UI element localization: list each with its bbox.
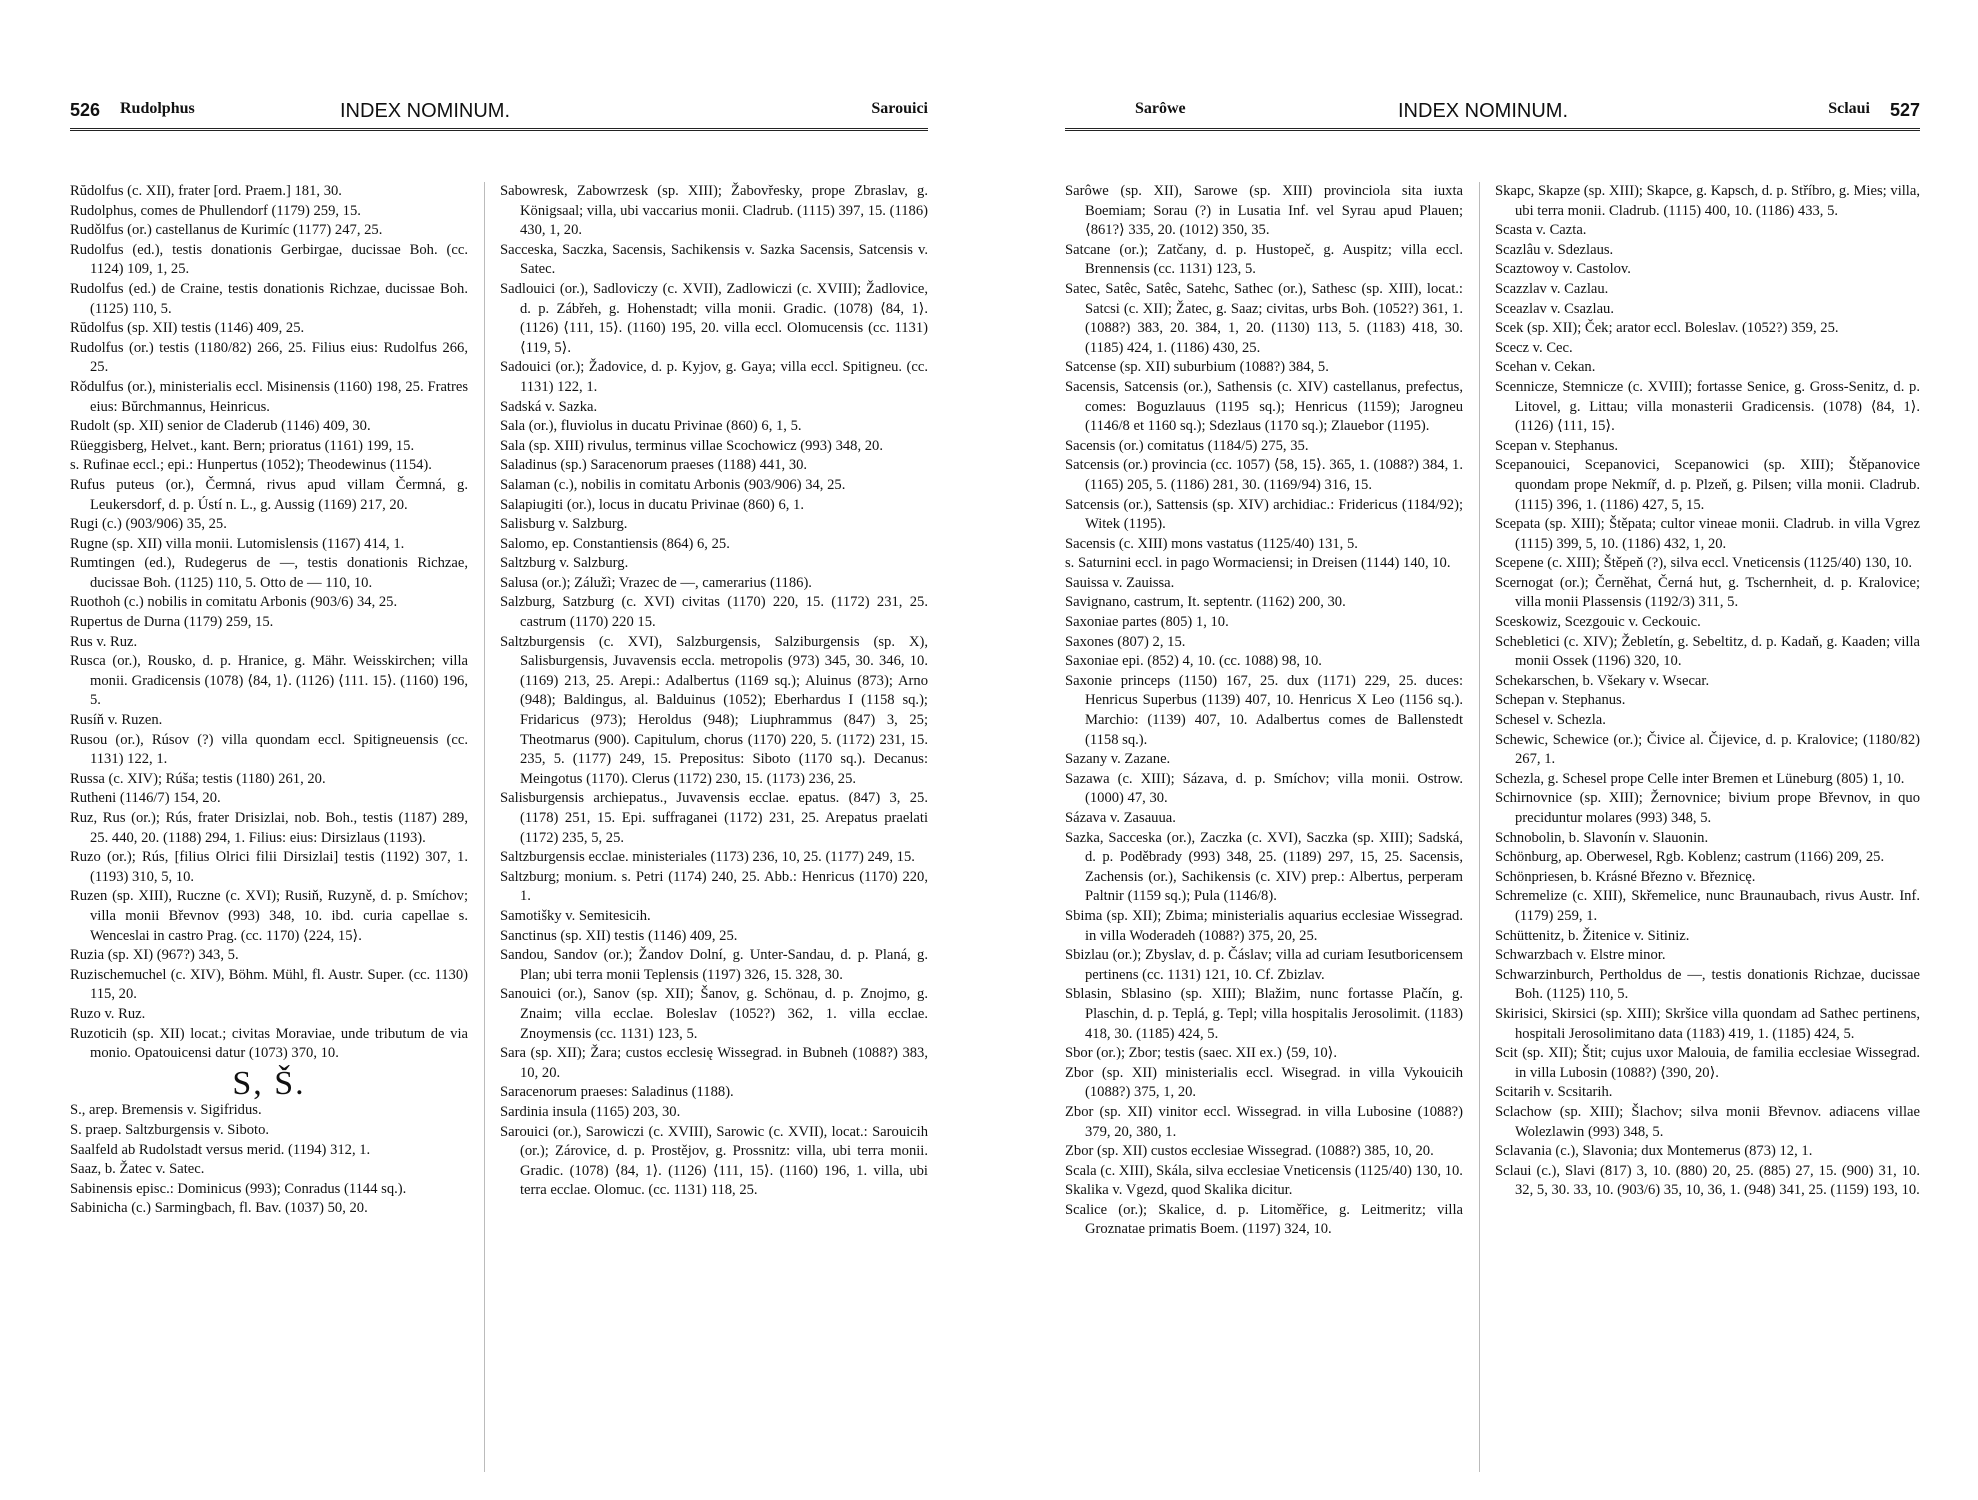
index-entry: Salomo, ep. Constantiensis (864) 6, 25. <box>500 535 730 552</box>
index-entry: s. Rufinae eccl.; epi.: Hunpertus (1052); Theodewinus (1154). <box>70 457 432 474</box>
right-page <box>1065 0 1920 1500</box>
index-entry: Saltzburg v. Salzburg. <box>500 555 629 572</box>
index-entry: Saxoniae partes (805) 1, 10. <box>1065 614 1229 631</box>
index-entry: Scecz v. Cec. <box>1495 339 1573 356</box>
index-entry: Scit (sp. XII); Štit; cujus uxor Malouia, de familia ecclesiae Wissegrad. in villa Lubosin (1088?) ⟨390, 20⟩. <box>1495 1045 1920 1081</box>
right-header-right-keyword: Sclaui <box>1828 100 1870 117</box>
index-entry: Sclachow (sp. XIII); Šlachov; silva monii Břevnov. adiacens villae Wolezlawin (993) 348, 5. <box>1495 1103 1920 1140</box>
index-entry: Sabinicha (c.) Sarmingbach, fl. Bav. (1037) 50, 20. <box>70 1200 368 1217</box>
index-entry: Rufus puteus (or.), Čermná, rivus apud villam Čermná, g. Leukersdorf, d. p. Ústí n. L., g. Aussig (1169) 217, 20. <box>70 476 468 513</box>
index-entry: Sacensis (c. XIII) mons vastatus (1125/40) 131, 5. <box>1065 535 1358 552</box>
index-entry: S. praep. Saltzburgensis v. Siboto. <box>70 1121 270 1138</box>
index-entry: Skapc, Skapze (sp. XIII); Skapce, g. Kapsch, d. p. Stříbro, g. Mies; villa, ubi terra monii. Cladrub. (1115) 400, 10. (1186) 433, 5. <box>1495 183 1920 219</box>
index-entry: Sazka, Sacceska (or.), Zaczka (c. XVI), Saczka (sp. XIII); Sadská, d. p. Poděbrady (993) 348, 25. (1189) 297, 15, 25. Sacensis, Zachensis (or.), Sachikensis (c. XIV) prep.: Albertus, perperam Paltnir (1159 sq.); Pula (1146/8). <box>1065 829 1463 905</box>
entry-list <box>1495 182 1920 1201</box>
index-entry: Salusa (or.); Zálužì; Vrazec de —, camerarius (1186). <box>500 574 812 591</box>
index-entry: Scaztowoy v. Castolov. <box>1495 261 1631 278</box>
index-entry: Sclaui (c.), Slavi (817) 3, 10. (880) 20, 25. (885) 27, 15. (900) 31, 10. 32, 5, 30. 33, 10. (903/6) 35, 10, 36, 1. (948) 341, 25. (1159) 193, 10. <box>1495 1162 1920 1199</box>
index-entry: Scernogat (or.); Černěhat, Černá hut, g. Tschernheit, d. p. Kralovice; villa monii Plassensis (1192/3) 311, 5. <box>1495 574 1920 611</box>
right-header-keyword: Sarôwe <box>1135 100 1186 117</box>
left-header-title: INDEX NOMINUM. <box>340 100 510 122</box>
index-entry: Scitarih v. Scsitarih. <box>1495 1084 1613 1101</box>
index-entry: Sacceska, Saczka, Sacensis, Sachikensis v. Sazka Sacensis, Satcensis v. Satec. <box>500 241 928 278</box>
index-entry: Sandou, Sandov (or.); Žandov Dolní, g. Unter-Sandau, d. p. Planá, g. Plan; ubi terra monii Teplensis (1197) 326, 15. 328, 30. <box>500 947 928 983</box>
index-entry: Scazlâu v. Sdezlaus. <box>1495 241 1614 258</box>
index-entry: Rugi (c.) (903/906) 35, 25. <box>70 516 227 533</box>
index-entry: Rugne (sp. XII) villa monii. Lutomislensis (1167) 414, 1. <box>70 535 405 552</box>
index-entry: Schremelize (c. XIII), Skřemelice, nunc Braunaubach, rivus Austr. Inf. (1179) 259, 1. <box>1495 888 1920 924</box>
index-entry: Samotišky v. Semitesicih. <box>500 907 651 924</box>
index-entry: Rüeggisberg, Helvet., kant. Bern; prioratus (1161) 199, 15. <box>70 437 415 454</box>
index-entry: Salzburg, Satzburg (c. XVI) civitas (1170) 220, 15. (1172) 231, 25. castrum (1170) 220 15. <box>500 594 928 631</box>
index-entry: Ruzischemuchel (c. XIV), Böhm. Mühl, fl. Austr. Super. (cc. 1130) 115, 20. <box>70 966 468 1003</box>
index-entry: Saltzburgensis (c. XVI), Salzburgensis, Salziburgensis (sp. X), Salisburgensis, Juvavensis eccla. metropolis (973) 345, 30. 346, 10. (1169) 213, 25. Arepi.: Adalbertus (1169 sq.); Aluinus (873); Arno (948); Baldingus, al. Balduinus (1052); Eberhardus I (1158 sq.); Fridaricus (973); Heroldus (948); Liuphrammus (847) 3, 25; Theotmarus (900). Capitulum, chorus (1170) 220, 5. (1172) 231, 15. 235, 5. (1177) 249, 15. Prepositus: Siboto (1170 sq.). Decanus: Meingotus (1170). Clerus (1172) 230, 15. (1173) 236, 25. <box>500 633 928 787</box>
index-entry: Schesel v. Schezla. <box>1495 712 1606 729</box>
right-column-a <box>1065 182 1463 1240</box>
index-entry: Saracenorum praeses: Saladinus (1188). <box>500 1084 734 1101</box>
index-entry: Sanouici (or.), Sanov (sp. XII); Šanov, g. Schönau, d. p. Znojmo, g. Znaim; villa ecclae. Boleslav (1052?) 362, 1. villa ecclae. Znoymensis (cc. 1131) 123, 5. <box>500 986 928 1042</box>
index-entry: Rudolfus (ed.) de Craine, testis donationis Richzae, ducissae Boh. (1125) 110, 5. <box>70 280 468 317</box>
index-entry: Sceskowiz, Scezgouic v. Ceckouic. <box>1495 614 1701 631</box>
index-entry: Savignano, castrum, It. septentr. (1162) 200, 30. <box>1065 594 1346 611</box>
index-entry: Skalika v. Vgezd, quod Skalika dicitur. <box>1065 1182 1293 1199</box>
index-entry: Rudolphus, comes de Phullendorf (1179) 259, 15. <box>70 202 361 219</box>
index-entry: Ruzo v. Ruz. <box>70 1005 146 1022</box>
index-entry: Scennicze, Stemnicze (c. XVIII); fortasse Senice, g. Gross-Senitz, d. p. Litovel, g. Littau; villa monasterii Gradicensis. (1078) ⟨84, 1⟩. (1126) ⟨111, 15⟩. <box>1495 378 1920 435</box>
index-entry: Rudolfus (ed.), testis donationis Gerbirgae, ducissae Boh. (cc. 1124) 109, 1, 25. <box>70 241 468 278</box>
left-page-number: 526 <box>70 100 101 120</box>
index-entry: Sazany v. Zazane. <box>1065 751 1171 768</box>
index-entry: Scepene (c. XIII); Štěpeň (?), silva eccl. Vneticensis (1125/40) 130, 10. <box>1495 555 1913 572</box>
index-entry: Rusca (or.), Rousko, d. p. Hranice, g. Mähr. Weisskirchen; villa monii. Gradicensis (1078) ⟨84, 1⟩. (1126) ⟨111. 15⟩. (1160) 196, 5. <box>70 653 468 709</box>
index-entry: Saalfeld ab Rudolstadt versus merid. (1194) 312, 1. <box>70 1141 371 1158</box>
index-entry: Sbizlau (or.); Zbyslav, d. p. Čáslav; villa ad curiam Iesutboricensem pertinens (cc. 1131) 121, 10. Cf. Zbizlav. <box>1065 947 1463 983</box>
index-entry: Sadská v. Sazka. <box>500 398 598 415</box>
index-entry: Rǒdulfus (or.), ministerialis eccl. Misinensis (1160) 198, 25. Fratres eius: Bŭrchmannus, Heinricus. <box>70 378 468 415</box>
index-entry: Satec, Satêc, Satêc, Satehc, Sathec (or.), Sathesc (sp. XIII), locat.: Satcsi (c. XII); Žatec, g. Saaz; civitas, urbs Boh. (1052?) 361, 1. (1088?) 383, 20. 384, 1, 20. (1130) 113, 5. (1183) 418, 30. (1185) 424, 1. (1186) 430, 25. <box>1065 280 1463 356</box>
index-entry: Sbima (sp. XII); Zbima; ministerialis aquarius ecclesiae Wissegrad. in villa Woderadeh (1088?) 375, 20, 25. <box>1065 907 1463 944</box>
index-entry: Rŭdolfus (sp. XII) testis (1146) 409, 25. <box>70 320 305 337</box>
left-header-right-keyword: Sarouici <box>871 100 928 117</box>
index-entry: Schepan v. Stephanus. <box>1495 692 1626 709</box>
index-entry: Sardinia insula (1165) 203, 30. <box>500 1103 681 1120</box>
index-entry: Sauissa v. Zauissa. <box>1065 574 1175 591</box>
index-entry: Sara (sp. XII); Žara; custos ecclesię Wissegrad. in Bubneh (1088?) 383, 10, 20. <box>500 1045 928 1081</box>
index-entry: Zbor (sp. XII) vinitor eccl. Wissegrad. in villa Lubosine (1088?) 379, 20, 380, 1. <box>1065 1103 1463 1140</box>
index-entry: Sala (sp. XIII) rivulus, terminus villae Scochowicz (993) 348, 20. <box>500 437 884 454</box>
index-entry: Sblasin, Sblasino (sp. XIII); Blažim, nunc fortasse Plačín, g. Plaschin, d. p. Teplá, g. Tepl; villa hospitalis Jerosolimit. (1183) 418, 30. (1185) 424, 5. <box>1065 986 1463 1042</box>
index-entry: Saxoniae epi. (852) 4, 10. (cc. 1088) 98, 10. <box>1065 653 1322 670</box>
index-entry: Saaz, b. Žatec v. Satec. <box>70 1161 205 1178</box>
index-entry: Ruothoh (c.) nobilis in comitatu Arbonis (903/6) 34, 25. <box>70 594 398 611</box>
index-entry: Rus v. Ruz. <box>70 633 138 650</box>
index-entry: Sceazlav v. Csazlau. <box>1495 300 1614 317</box>
index-entry: Rumtingen (ed.), Rudegerus de —, testis donationis Richzae, ducissae Boh. (1125) 110, 5. Otto de — 110, 10. <box>70 555 468 591</box>
index-entry: Sazawa (c. XIII); Sázava, d. p. Smíchov; villa monii. Ostrow. (1000) 47, 30. <box>1065 770 1463 807</box>
left-page <box>70 0 928 1500</box>
index-entry: Schezla, g. Schesel prope Celle inter Bremen et Lüneburg (805) 1, 10. <box>1495 770 1905 787</box>
right-page-header <box>1065 96 1920 131</box>
index-entry: Rusou (or.), Rúsov (?) villa quondam eccl. Spitigneuensis (cc. 1131) 122, 1. <box>70 731 468 768</box>
section-heading: S, Š. <box>232 1064 306 1102</box>
index-entry: Schwarzinburch, Pertholdus de —, testis donationis Richzae, ducissae Boh. (1125) 110, 5. <box>1495 966 1920 1003</box>
index-entry: Sbor (or.); Zbor; testis (saec. XII ex.) ⟨59, 10⟩. <box>1065 1045 1337 1062</box>
index-entry: Satcane (or.); Zatčany, d. p. Hustopeč, g. Auspitz; villa eccl. Brennensis (cc. 1131) 123, 5. <box>1065 241 1463 278</box>
index-entry: Satcensis (or.) provincia (cc. 1057) ⟨58, 15⟩. 365, 1. (1088?) 384, 1. (1165) 205, 5. (1186) 281, 30. (1169/94) 316, 15. <box>1065 457 1463 493</box>
index-entry: Schekarschen, b. Všekary v. Wsecar. <box>1495 672 1710 689</box>
index-entry: Salisburg v. Salzburg. <box>500 516 628 533</box>
index-entry: Sarôwe (sp. XII), Sarowe (sp. XIII) provinciola sita iuxta Boemiam; Sorau (?) in Lusatia Inf. vel Syrau apud Plauen; ⟨861?⟩ 335, 20. (1012) 350, 35. <box>1065 183 1463 239</box>
left-column-b <box>500 182 928 1201</box>
index-entry: Scepata (sp. XIII); Štěpata; cultor vineae monii. Cladrub. in villa Vgrez (1115) 399, 5, 10. (1186) 432, 1, 20. <box>1495 516 1920 552</box>
left-page-header <box>70 96 928 131</box>
left-header-keyword: Rudolphus <box>120 100 195 117</box>
index-entry: Sadouici (or.); Žadovice, d. p. Kyjov, g. Gaya; villa eccl. Spitigneu. (cc. 1131) 122, 1. <box>500 359 928 395</box>
index-entry: Scepan v. Stephanus. <box>1495 437 1619 454</box>
index-entry: Schewic, Schewice (or.); Čivice al. Čijevice, d. p. Kralovice; (1180/82) 267, 1. <box>1495 731 1920 768</box>
index-entry: Sclavania (c.), Slavonia; dux Montemerus (873) 12, 1. <box>1495 1143 1813 1160</box>
index-entry: Scasta v. Cazta. <box>1495 222 1587 239</box>
index-entry: Sacensis (or.) comitatus (1184/5) 275, 35. <box>1065 437 1309 454</box>
index-entry: Saltzburgensis ecclae. ministeriales (1173) 236, 10, 25. (1177) 249, 15. <box>500 849 915 866</box>
right-column-b <box>1495 182 1920 1201</box>
index-entry: Schnobolin, b. Slavonín v. Slauonin. <box>1495 829 1709 846</box>
index-entry: Satcensis (or.), Sattensis (sp. XIV) archidiac.: Fridericus (1184/92); Witek (1195). <box>1065 496 1463 533</box>
index-entry: Sabowresk, Zabowrzesk (sp. XIII); Žabovřesky, prope Zbraslav, g. Königsaal; villa, ubi vaccarius monii. Cladrub. (1115) 397, 15. (1186) 430, 1, 20. <box>500 183 928 239</box>
index-entry: Schönburg, ap. Oberwesel, Rgb. Koblenz; castrum (1166) 209, 25. <box>1495 849 1885 866</box>
entry-list <box>70 1101 468 1219</box>
index-entry: Rŭdolfus (c. XII), frater [ord. Praem.] 181, 30. <box>70 183 342 199</box>
index-entry: Salisburgensis archiepatus., Juvavensis ecclae. epatus. (847) 3, 25. (1178) 251, 15. Epi. suffraganei (1172) 231, 25. Arepatus praelati (1172) 235, 5, 25. <box>500 790 928 846</box>
index-entry: Schwarzbach v. Elstre minor. <box>1495 947 1666 964</box>
index-entry: Sanctinus (sp. XII) testis (1146) 409, 25. <box>500 927 738 944</box>
index-entry: Ruz, Rus (or.); Rús, frater Drisizlai, nob. Boh., testis (1187) 289, 25. 440, 20. (1188) 294, 1. Filius: eius: Dirsizlaus (1193). <box>70 810 468 846</box>
index-entry: Scehan v. Cekan. <box>1495 359 1596 376</box>
index-entry: Saxonie princeps (1150) 167, 25. dux (1171) 229, 25. duces: Henricus Superbus (1139) 407, 10. Henricus X Leo (1156 sq.). Marchio: (1139) 407, 10. Adalbertus comes de Ballenstedt (1158 sq.). <box>1065 672 1463 748</box>
index-entry: Salapiugiti (or.), locus in ducatu Privinae (860) 6, 1. <box>500 496 804 513</box>
index-entry: Rudolfus (or.) testis (1180/82) 266, 25. Filius eius: Rudolfus 266, 25. <box>70 339 468 376</box>
index-entry: Russa (c. XIV); Rúša; testis (1180) 261, 20. <box>70 770 326 787</box>
column-divider <box>484 182 485 1472</box>
index-entry: Sadlouici (or.), Sadloviczy (c. XVII), Zadlowiczi (c. XVIII); Žadlovice, d. p. Zábřeh, g. Hohenstadt; villa monii. Gradic. (1078) ⟨84, 1⟩. (1126) ⟨111, 15⟩. (1160) 195, 20. villa eccl. Olomucensis (cc. 1131) ⟨119, 5⟩. <box>500 280 928 356</box>
index-entry: Scalice (or.); Skalice, d. p. Litoměřice, g. Leitmeritz; villa Groznatae primatis Boem. (1197) 324, 10. <box>1065 1201 1463 1238</box>
index-entry: Sarouici (or.), Sarowiczi (c. XVIII), Sarowic (c. XVII), locat.: Sarouicih (or.); Zárovice, d. p. Prostějov, g. Prossnitz: villa, ubi terra monii. Gradic. (1078) ⟨84, 1⟩. (1126) ⟨111, 15⟩. (1160) 196, 1. villa, ubi terra ecclae. Olomuc. (cc. 1131) 118, 25. <box>500 1123 928 1199</box>
entry-list <box>70 182 468 1064</box>
index-entry: Ruzia (sp. XI) (967?) 343, 5. <box>70 947 239 964</box>
index-entry: Scazzlav v. Cazlau. <box>1495 280 1609 297</box>
index-entry: Sacensis, Satcensis (or.), Sathensis (c. XIV) castellanus, prefectus, comes: Boguzlauus (1195 sq.); Henricus (1159); Jarogneu (1146/8 et 1160 sq.); Sdezlaus (1170 sq.); Zlauebor (1195). <box>1065 378 1463 435</box>
index-entry: Schüttenitz, b. Žitenice v. Sitiniz. <box>1495 927 1690 944</box>
index-entry: Saladinus (sp.) Saracenorum praeses (1188) 441, 30. <box>500 457 808 474</box>
index-entry: Zbor (sp. XII) custos ecclesiae Wissegrad. (1088?) 385, 10, 20. <box>1065 1143 1434 1160</box>
right-header-title: INDEX NOMINUM. <box>1398 100 1568 122</box>
index-entry: Rupertus de Durna (1179) 259, 15. <box>70 614 274 631</box>
index-entry: S., arep. Bremensis v. Sigifridus. <box>70 1102 262 1119</box>
entry-list <box>1065 182 1463 1240</box>
index-entry: Scepanouici, Scepanovici, Scepanowici (sp. XIII); Štěpanovice quondam prope Nekmíř, d. p. Plzeň, g. Pilsen; villa monii. Cladrub. (1115) 396, 1. (1186) 427, 5, 15. <box>1495 457 1920 513</box>
column-divider <box>1479 182 1480 1472</box>
entry-list <box>500 182 928 1201</box>
index-entry: Scala (c. XIII), Skála, silva ecclesiae Vneticensis (1125/40) 130, 10. <box>1065 1162 1463 1179</box>
index-entry: Ruzo (or.); Rús, [filius Olrici filii Dirsizlai] testis (1192) 307, 1. (1193) 310, 5, 10. <box>70 849 468 885</box>
index-entry: Schirnovnice (sp. XIII); Žernovnice; bivium prope Břevnov, in quo preciduntur molares (993) 348, 5. <box>1495 790 1920 826</box>
index-entry: Saxones (807) 2, 15. <box>1065 633 1186 650</box>
index-entry: Schönpriesen, b. Krásné Březno v. Březnicę. <box>1495 868 1756 885</box>
index-entry: Sabinensis episc.: Dominicus (993); Conradus (1144 sq.). <box>70 1180 407 1197</box>
right-page-number: 527 <box>1889 100 1920 120</box>
index-entry: Rutheni (1146/7) 154, 20. <box>70 790 221 807</box>
index-entry: Satcense (sp. XII) suburbium (1088?) 384, 5. <box>1065 359 1329 376</box>
index-entry: Zbor (sp. XII) ministerialis eccl. Wisegrad. in villa Vykouicih (1088?) 375, 1, 20. <box>1065 1064 1463 1101</box>
index-entry: Scek (sp. XII); Ček; arator eccl. Boleslav. (1052?) 359, 25. <box>1495 320 1839 337</box>
index-entry: s. Saturnini eccl. in pago Wormaciensi; in Dreisen (1144) 140, 10. <box>1065 555 1451 572</box>
index-entry: Rudǒlfus (or.) castellanus de Kurimíc (1177) 247, 25. <box>70 222 383 239</box>
index-entry: Sala (or.), fluviolus in ducatu Privinae (860) 6, 1, 5. <box>500 418 802 435</box>
index-entry: Rusíň v. Ruzen. <box>70 712 163 729</box>
index-entry: Skirisici, Skirsici (sp. XIII); Skršice villa quondam ad Sathec pertinens, hospitali Jerosolimitano data (1183) 419, 1. (1185) 424, 5. <box>1495 1005 1920 1042</box>
left-column-a <box>70 182 468 1219</box>
index-entry: Sázava v. Zasauua. <box>1065 810 1176 826</box>
index-entry: Ruzen (sp. XIII), Ruczne (c. XVI); Rusiň, Ruzyně, d. p. Smíchov; villa monii Břevnov (993) 348, 10. ibd. curia capellae s. Wenceslai in castro Prag. (cc. 1170) ⟨224, 15⟩. <box>70 888 468 944</box>
index-entry: Salaman (c.), nobilis in comitatu Arbonis (903/906) 34, 25. <box>500 476 846 493</box>
index-entry: Saltzburg; monium. s. Petri (1174) 240, 25. Abb.: Henricus (1170) 220, 1. <box>500 868 928 905</box>
index-entry: Schebletici (c. XIV); Žebletín, g. Sebeltitz, d. p. Kadaň, g. Kaaden; villa monii Ossek (1196) 320, 10. <box>1495 633 1920 670</box>
index-entry: Rudolt (sp. XII) senior de Claderub (1146) 409, 30. <box>70 418 371 435</box>
index-entry: Ruzoticih (sp. XII) locat.; civitas Moraviae, unde tributum de via monio. Opatouicensi datur (1073) 370, 10. <box>70 1025 468 1062</box>
